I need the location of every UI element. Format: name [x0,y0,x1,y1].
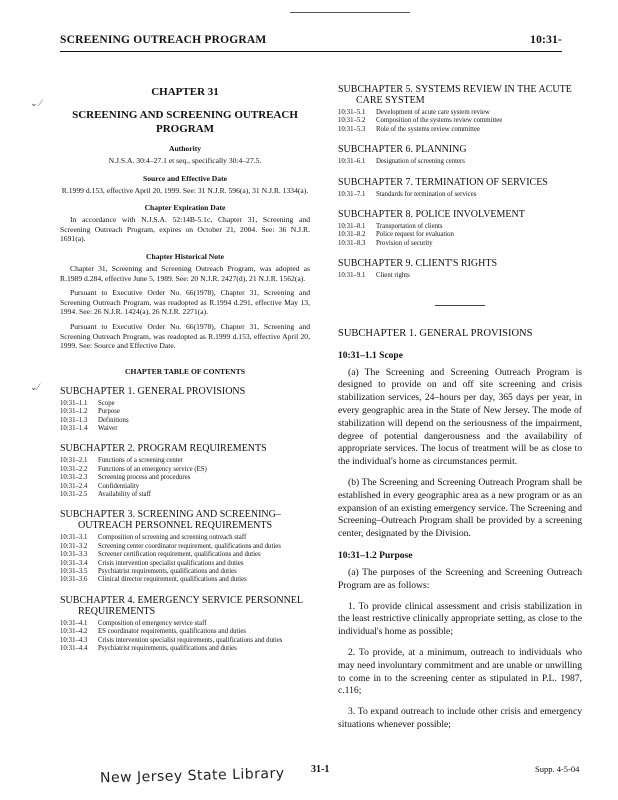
toc-num: 10:31–4.1 [60,619,88,627]
expiration-heading: Chapter Expiration Date [144,203,226,213]
toc-subchapter-title [60,509,310,531]
history-heading: Chapter Historical Note [146,251,224,261]
toc-num: 10:31–8.1 [338,223,366,231]
toc-row [60,474,310,482]
toc-title: Development of acute care system review [376,109,490,116]
toc-num: 10:31–1.2 [60,408,88,416]
history-note: Pursuant to Executive Order No. 66(1978), Chapter 31, Screening and Screening Outreach Program, was readopted as R.1999 d.153, effective April 20, 1999. See: Source and Effective Date. [60,321,310,351]
toc-title: Waiver [98,424,118,432]
toc-title: Provision of security [376,239,433,247]
toc-num: 10:31–1.3 [60,416,88,424]
toc-row [338,126,582,134]
header-rule [60,51,562,52]
running-header [60,34,562,46]
toc-num: 10:31–2.1 [60,457,88,465]
toc-row [338,191,582,199]
toc-title: Availability of staff [98,490,151,498]
toc-num: 10:31–2.3 [60,474,88,482]
toc-title: Composition of the systems review committee [376,117,503,125]
expiration-text: In accordance with N.J.S.A. 52:14B-5.1c, Chapter 31, Screening and Screening Outreach Program, expires on October 21, 2004. See: 36 N.J.R. 1691(a). [60,215,310,244]
toc-num: 10:31–2.2 [60,465,88,473]
toc-subchapter-title-line: SUBCHAPTER 3. SCREENING AND SCREENING– [60,509,281,521]
toc-list [60,620,310,654]
toc-title: Definitions [98,416,129,424]
toc-row [60,551,310,559]
toc-list [60,400,310,434]
toc-num: 10:31–5.3 [338,125,366,133]
source-heading: Source and Effective Date [142,173,227,183]
chapter-name: SCREENING AND SCREENING OUTREACH PROGRAM [72,109,298,135]
toc-title: Screener certification requirement, qualifications and duties [98,551,261,559]
toc-row [338,117,582,125]
toc-title: Composition of screening and screening outreach staff [98,534,247,542]
authority-text: N.J.S.A. 30:4–27.1 et seq., specifically 30:4–27.5. [108,156,262,165]
library-stamp: New Jersey State Library [99,765,285,787]
toc-row [60,400,310,408]
toc-row [338,240,582,248]
left-column [60,70,310,653]
section-divider [435,305,485,306]
toc-row [60,408,310,416]
paragraph: 1. To provide clinical assessment and crisis stabilization in the least restrictive clinically appropriate setting, as close to the individual's home as possible; [338,600,582,638]
section-title: 10:31–1.2 Purpose [338,551,413,562]
page-number: 31-1 [311,764,330,775]
chapter-number: CHAPTER 31 [151,86,219,98]
toc-title: Screening center coordinator requirement, qualifications and duties [98,542,281,550]
toc-row [60,425,310,433]
toc-num: 10:31–5.1 [338,109,366,116]
toc-list [338,109,582,134]
toc-subchapter-title [338,84,582,106]
toc-num: 10:31–2.5 [60,490,88,498]
toc-title: Composition of emergency service staff [98,619,207,627]
header-section: 10:31- [530,34,562,46]
toc-num: 10:31–8.3 [338,239,366,247]
toc-title: Crisis intervention specialist qualifications and duties [98,559,244,567]
toc-row [60,466,310,474]
toc-title: Crisis intervention specialist requirements, qualifications and duties [98,636,283,644]
toc-subchapter-title-line: OUTREACH PERSONNEL REQUIREMENTS [78,520,273,532]
toc-subchapter-title: SUBCHAPTER 8. POLICE INVOLVEMENT [338,209,525,221]
toc-row [338,109,582,117]
history-note: Chapter 31, Screening and Screening Outreach Program, was adopted as R.1989 d.284, effective June 5, 1989. See: 20 N.J.R. 2427(d), 21 N.J.R. 1562(a). [60,263,310,283]
toc-num: 10:31–7.1 [338,190,366,198]
toc-num: 10:31–3.4 [60,559,88,567]
paragraph: 2. To provide, at a minimum, outreach to individuals who may need involuntary commitment and are unable or unwilling to come in to the screening center as stipulated in P.L. 1987, c.116; [338,647,582,697]
toc-num: 10:31–1.1 [60,399,88,407]
toc-row [60,543,310,551]
margin-mark: ⌄ ⁄ [30,98,42,108]
toc-row [338,223,582,231]
toc-row [60,645,310,653]
toc-row [338,231,582,239]
toc-title: Police request for evaluation [376,231,454,239]
toc-title: Functions of an emergency service (ES) [98,465,207,473]
toc-row [338,272,582,280]
toc-title: Psychiatrist requirements, qualifications and duties [98,568,237,575]
toc-num: 10:31–9.1 [338,272,366,280]
toc-subchapter-title-line: SUBCHAPTER 4. EMERGENCY SERVICE PERSONNEL [60,594,304,606]
header-title: SCREENING OUTREACH PROGRAM [60,34,267,46]
toc-num: 10:31–5.2 [338,117,366,125]
paragraph: (b) The Screening and Screening Outreach Program shall be established in every geographic area as a new program or as an expansion of an existing emergency service. The Screening and Screening–Outreach Program shall be provided by a screening center, designated by the Division. [338,477,582,540]
toc-num: 10:31–3.6 [60,576,88,584]
toc-row [60,576,310,584]
history-note: Pursuant to Executive Order No. 66(1978), Chapter 31, Screening and Screening Outreach Program, was readopted as R.1994 d.291, effective May 13, 1994. See: 26 N.J.R. 1424(a), 26 N.J.R. 2271(a). [60,288,310,317]
toc-title: Standards for termination of services [376,190,477,198]
toc-title: Role of the systems review committee [376,125,481,133]
toc-title: Functions of a screening center [98,457,183,465]
toc-title: ES coordinator requirements, qualifications and duties [98,628,246,636]
toc-row [60,457,310,465]
toc-row [60,560,310,568]
toc-num: 10:31–1.4 [60,424,88,432]
toc-row [60,628,310,636]
paragraph: (a) The Screening and Screening Outreach Program is designed to provide on and off site screening and crisis stabilization services, 24–hours per day, 365 days per year, in every geographic area in the State of New Jersey. The mode of stabilization will depend on the seriousness of the impairment, degree of potential dangerousness and the availability of appropriate services. The locus of treatment will be as close to the individual's home as circumstances permit. [338,366,582,468]
toc-list [338,223,582,248]
toc-title: Psychiatrist requirements, qualifications and duties [98,645,237,653]
toc-list [60,534,310,584]
toc-heading: CHAPTER TABLE OF CONTENTS [125,366,245,376]
toc-row [60,491,310,499]
toc-num: 10:31–4.2 [60,628,88,636]
toc-subchapter-title-line: CARE SYSTEM [356,95,425,106]
toc-row [338,158,582,166]
toc-subchapter-title: SUBCHAPTER 9. CLIENT'S RIGHTS [338,258,498,270]
authority-heading: Authority [168,144,202,153]
toc-num: 10:31–8.2 [338,231,366,239]
toc-row [60,417,310,425]
toc-num: 10:31–6.1 [338,158,366,166]
source-text: R.1999 d.153, effective April 20, 1999. See: 31 N.J.R. 596(a), 31 N.J.R. 1334(a). [61,185,309,195]
toc-title: Designation of screening centers [376,158,465,166]
toc-row [60,637,310,645]
toc-num: 10:31–3.5 [60,568,88,575]
toc-num: 10:31–4.3 [60,636,88,644]
toc-row [60,568,310,576]
toc-title: Screening process and procedures [98,474,191,482]
toc-title: Client rights [376,272,410,280]
toc-title: Scope [98,399,115,407]
toc-subchapter-title-line: REQUIREMENTS [78,605,156,617]
toc-num: 10:31–4.4 [60,645,88,653]
toc-title: Transportation of clients [376,223,443,231]
paragraph: 3. To expand outreach to include other crisis and emergency situations whenever possible; [338,706,582,730]
toc-list [60,457,310,499]
top-rule [290,12,410,13]
section-title: 10:31–1.1 Scope [338,350,403,361]
toc-subchapter-title [60,595,310,617]
toc-row [60,534,310,542]
paragraph: (a) The purposes of the Screening and Screening Outreach Program are as follows: [338,567,582,591]
toc-num: 10:31–3.1 [60,534,88,542]
toc-title: Confidentiality [98,482,140,490]
right-column [338,84,582,740]
toc-subchapter-title-line: SUBCHAPTER 5. SYSTEMS REVIEW IN THE ACUTE [338,84,572,95]
toc-subchapter-title: SUBCHAPTER 7. TERMINATION OF SERVICES [338,176,548,188]
supplement-date: Supp. 4-5-04 [535,764,580,774]
toc-num: 10:31–3.3 [60,551,88,559]
margin-mark: ⌄⁄ [30,382,40,392]
toc-num: 10:31–3.2 [60,542,88,550]
toc-title: Purpose [98,408,120,416]
subchapter-heading: SUBCHAPTER 1. GENERAL PROVISIONS [338,327,533,339]
toc-row [60,620,310,628]
toc-title: Clinical director requirement, qualifications and duties [98,576,247,584]
toc-row [60,483,310,491]
toc-subchapter-title: SUBCHAPTER 1. GENERAL PROVISIONS [60,385,246,397]
toc-subchapter-title: SUBCHAPTER 2. PROGRAM REQUIREMENTS [60,443,267,455]
toc-subchapter-title: SUBCHAPTER 6. PLANNING [338,144,467,156]
toc-num: 10:31–2.4 [60,482,88,490]
